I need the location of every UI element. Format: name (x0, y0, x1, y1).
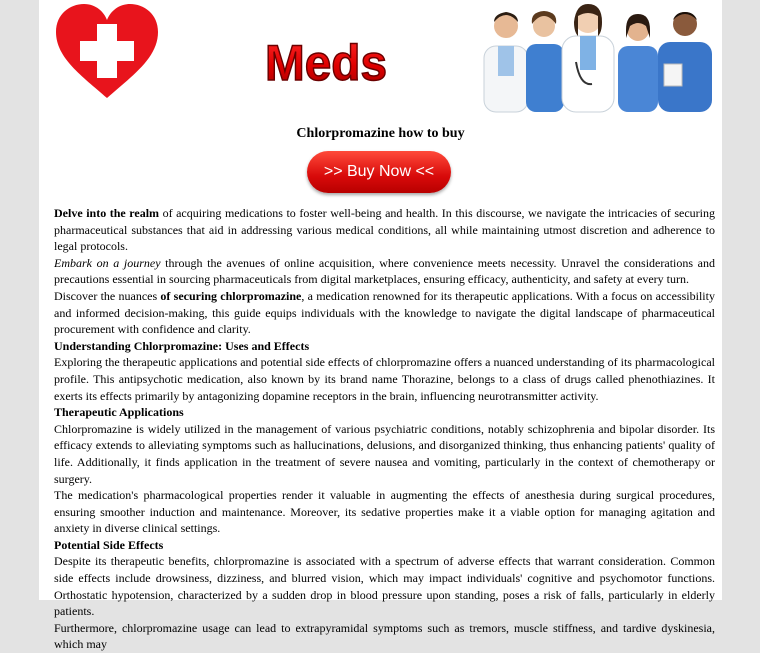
discover-text-rest: , a medication renowned for its therapeutic applications. With a focus on accessibility and informed decision-making, this guide equips individuals with the knowledge to navigate the digital landscape of pharmaceutical procurement with confidence and clarity. (54, 288, 715, 337)
meds-logo[interactable] (263, 30, 389, 90)
heading-side-effects: Potential Side Effects (54, 537, 164, 552)
doctors-group-image (480, 2, 722, 112)
meds-logo-text: Meds (265, 35, 387, 91)
paragraph-side-effects-2: Furthermore, chlorpromazine usage can lead to extrapyramidal symptoms such as tremors, muscle stiffness, and tardive dyskinesia, which may (54, 620, 715, 652)
intro-bold-text: Delve into the realm (54, 206, 160, 220)
page (39, 0, 722, 652)
paragraph-discover (54, 288, 715, 338)
heart-cross-icon[interactable] (54, 2, 160, 100)
paragraph-side-effects-1: Despite its therapeutic benefits, chlorpromazine is associated with a spectrum of adverse effects that warrant consideration. Common side effects include drowsiness, dizziness, and blurred vision, which may impact individuals' cognitive and psychomotor functions. Orthostatic hypotension, characterized by a sudden drop in blood pressure upon standing, poses a risk of falls, particularly in elderly patients. (54, 554, 715, 619)
paragraph-exploring: Exploring the therapeutic applications and potential side effects of chlorpromazine offers a nuanced understanding of its pharmacological profile. This antipsychotic medication, also known by its brand name Thorazine, belongs to a class of drugs called phenothiazines. It exerts its effects primarily by antagonizing dopamine receptors in the brain, influencing neurotransmitter activity. (54, 355, 715, 403)
paragraph-intro (54, 205, 715, 255)
paragraph-therapeutic-1: Chlorpromazine is widely utilized in the management of various psychiatric conditions, notably schizophrenia and bipolar disorder. Its efficacy extends to alleviating symptoms such as hallucinations, delusions, and disorganized thinking, thus enhancing patients' quality of life. Additionally, it finds application in the treatment of severe nausea and vomiting, particularly in the context of chemotherapy or surgery. (54, 421, 715, 486)
article-content (54, 205, 715, 653)
site-header (39, 0, 722, 118)
buy-now-button[interactable]: >> Buy Now << (307, 151, 451, 193)
heading-understanding: Understanding Chlorpromazine: Uses and Effects (54, 338, 310, 353)
intro-text: of acquiring medications to foster well-being and health. In this discourse, we navigate the intricacies of securing pharmaceutical substances that aid in addressing various medical conditions, all while maintaining utmost discretion and adherence to legal protocols. (54, 206, 715, 254)
journey-italic-text: Embark on a journey (54, 255, 161, 270)
discover-bold-text: of securing chlorpromazine (160, 288, 302, 303)
paragraph-journey (54, 255, 715, 288)
journey-text: through the avenues of online acquisition, where convenience meets necessity. Unravel the considerations and precautions essential in sourcing pharmaceuticals from digital marketplaces, ensuring efficacy, authenticity, and safety at every turn. (54, 255, 715, 287)
discover-text-start: Discover the nuances (54, 288, 161, 303)
paragraph-therapeutic-2: The medication's pharmacological properties render it valuable in augmenting the effects of anesthesia during surgical procedures, ensuring smoother induction and maintenance. Moreover, its sedative properties make it a viable option for managing agitation and anxiety in diverse clinical settings. (54, 488, 715, 536)
page-title: Chlorpromazine how to buy (296, 126, 465, 141)
heading-therapeutic: Therapeutic Applications (54, 405, 184, 420)
